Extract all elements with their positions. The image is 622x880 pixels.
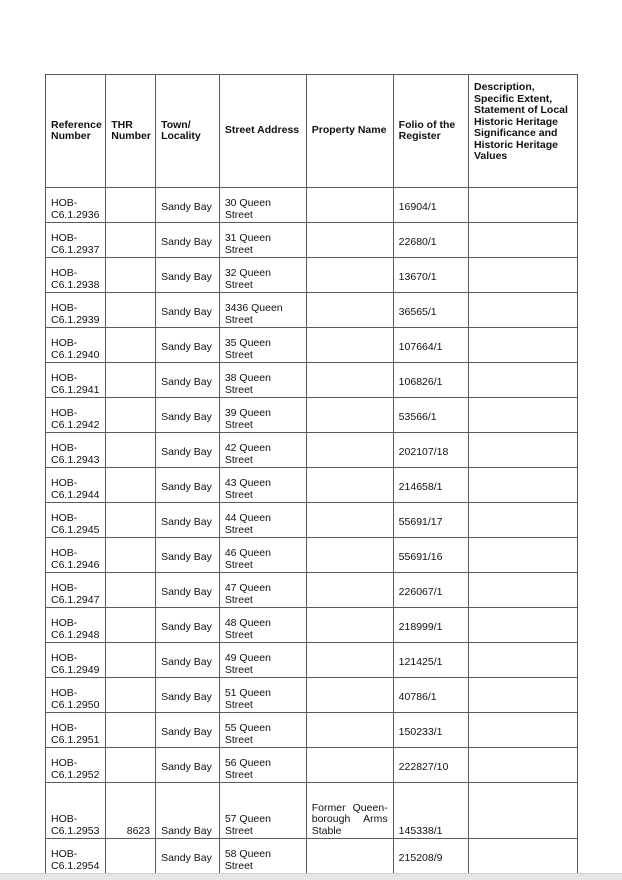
cell-reference-number: HOB-C6.1.2939 [46,293,106,328]
cell-description [469,328,578,363]
table-row [46,643,578,678]
cell-reference-number: HOB-C6.1.2954 [46,839,106,874]
cell-thr-number [106,433,156,468]
cell-property-name [306,839,393,874]
table-header [46,75,578,188]
cell-thr-number [106,328,156,363]
header-folio: Folio of the Register [393,75,468,188]
cell-property-name [306,468,393,503]
cell-description [469,783,578,839]
cell-town-locality: Sandy Bay [156,608,220,643]
table-row [46,748,578,783]
cell-town-locality: Sandy Bay [156,713,220,748]
cell-street-address: 51 Queen Street [219,678,306,713]
cell-street-address: 39 Queen Street [219,398,306,433]
cell-property-name [306,748,393,783]
cell-property-name [306,363,393,398]
cell-thr-number [106,398,156,433]
cell-property-name [306,643,393,678]
cell-folio: 55691/16 [393,538,468,573]
cell-reference-number: HOB-C6.1.2936 [46,188,106,223]
cell-thr-number [106,363,156,398]
cell-street-address: 42 Queen Street [219,433,306,468]
cell-property-name [306,188,393,223]
cell-reference-number: HOB-C6.1.2950 [46,678,106,713]
cell-town-locality: Sandy Bay [156,328,220,363]
cell-street-address: 35 Queen Street [219,328,306,363]
cell-street-address: 56 Queen Street [219,748,306,783]
cell-street-address: 47 Queen Street [219,573,306,608]
table-row [46,538,578,573]
cell-folio: 218999/1 [393,608,468,643]
cell-thr-number [106,223,156,258]
header-thr-number: THR Number [106,75,156,188]
cell-street-address: 31 Queen Street [219,223,306,258]
cell-town-locality: Sandy Bay [156,468,220,503]
cell-property-name [306,713,393,748]
cell-folio: 107664/1 [393,328,468,363]
cell-thr-number [106,538,156,573]
cell-reference-number: HOB-C6.1.2951 [46,713,106,748]
cell-folio: 40786/1 [393,678,468,713]
cell-folio: 13670/1 [393,258,468,293]
cell-description [469,643,578,678]
cell-description [469,293,578,328]
cell-thr-number [106,503,156,538]
cell-property-name [306,398,393,433]
cell-street-address: 38 Queen Street [219,363,306,398]
cell-street-address: 46 Queen Street [219,538,306,573]
cell-description [469,188,578,223]
header-town-locality: Town/ Locality [156,75,220,188]
cell-folio: 36565/1 [393,293,468,328]
cell-folio: 106826/1 [393,363,468,398]
table-row [46,573,578,608]
cell-property-name [306,223,393,258]
table-row [46,678,578,713]
cell-reference-number: HOB-C6.1.2941 [46,363,106,398]
cell-street-address: 32 Queen Street [219,258,306,293]
cell-thr-number [106,188,156,223]
table-row [46,783,578,839]
cell-reference-number: HOB-C6.1.2942 [46,398,106,433]
cell-description [469,223,578,258]
cell-folio: 202107/18 [393,433,468,468]
cell-town-locality: Sandy Bay [156,188,220,223]
cell-description [469,839,578,874]
cell-property-name [306,328,393,363]
cell-property-name: Former Queen-borough Arms Stable [306,783,393,839]
cell-description [469,538,578,573]
cell-town-locality: Sandy Bay [156,503,220,538]
cell-thr-number [106,293,156,328]
cell-folio: 53566/1 [393,398,468,433]
cell-street-address: 44 Queen Street [219,503,306,538]
cell-town-locality: Sandy Bay [156,433,220,468]
cell-description [469,573,578,608]
header-reference-number: Reference Number [46,75,106,188]
cell-street-address: 58 Queen Street [219,839,306,874]
cell-folio: 55691/17 [393,503,468,538]
cell-reference-number: HOB-C6.1.2937 [46,223,106,258]
cell-description [469,608,578,643]
cell-reference-number: HOB-C6.1.2938 [46,258,106,293]
cell-reference-number: HOB-C6.1.2949 [46,643,106,678]
cell-reference-number: HOB-C6.1.2953 [46,783,106,839]
cell-town-locality: Sandy Bay [156,678,220,713]
header-row [46,75,578,188]
cell-town-locality: Sandy Bay [156,748,220,783]
cell-town-locality: Sandy Bay [156,643,220,678]
cell-folio: 215208/9 [393,839,468,874]
cell-property-name [306,608,393,643]
cell-reference-number: HOB-C6.1.2943 [46,433,106,468]
cell-folio: 16904/1 [393,188,468,223]
cell-town-locality: Sandy Bay [156,258,220,293]
cell-thr-number [106,839,156,874]
cell-thr-number [106,573,156,608]
cell-town-locality: Sandy Bay [156,398,220,433]
table-row [46,608,578,643]
header-property-name: Property Name [306,75,393,188]
cell-street-address: 49 Queen Street [219,643,306,678]
cell-folio: 222827/10 [393,748,468,783]
cell-property-name [306,503,393,538]
table-row [46,293,578,328]
cell-description [469,258,578,293]
cell-reference-number: HOB-C6.1.2944 [46,468,106,503]
table-row [46,468,578,503]
cell-town-locality: Sandy Bay [156,223,220,258]
cell-town-locality: Sandy Bay [156,538,220,573]
table-row [46,433,578,468]
cell-town-locality: Sandy Bay [156,293,220,328]
table-row [46,223,578,258]
cell-reference-number: HOB-C6.1.2946 [46,538,106,573]
cell-property-name [306,293,393,328]
cell-thr-number [106,713,156,748]
header-street-address: Street Address [219,75,306,188]
cell-thr-number [106,608,156,643]
table-row [46,258,578,293]
cell-town-locality: Sandy Bay [156,839,220,874]
cell-property-name [306,258,393,293]
cell-description [469,678,578,713]
cell-thr-number [106,748,156,783]
cell-reference-number: HOB-C6.1.2945 [46,503,106,538]
cell-street-address: 43 Queen Street [219,468,306,503]
table-row [46,363,578,398]
cell-property-name [306,433,393,468]
cell-description [469,713,578,748]
cell-folio: 150233/1 [393,713,468,748]
cell-street-address: 55 Queen Street [219,713,306,748]
cell-street-address: 48 Queen Street [219,608,306,643]
cell-thr-number [106,258,156,293]
cell-street-address: 30 Queen Street [219,188,306,223]
cell-thr-number: 8623 [106,783,156,839]
cell-reference-number: HOB-C6.1.2952 [46,748,106,783]
cell-folio: 226067/1 [393,573,468,608]
table-row [46,188,578,223]
cell-property-name [306,538,393,573]
table-row [46,503,578,538]
cell-reference-number: HOB-C6.1.2940 [46,328,106,363]
heritage-register-table [45,74,578,874]
cell-thr-number [106,678,156,713]
table-row [46,839,578,874]
header-description: Description, Specific Extent, Statement of Local Historic Heritage Significance and Historic Heritage Values [469,75,578,188]
table-row [46,713,578,748]
cell-reference-number: HOB-C6.1.2948 [46,608,106,643]
cell-street-address: 57 Queen Street [219,783,306,839]
cell-town-locality: Sandy Bay [156,573,220,608]
cell-description [469,503,578,538]
cell-folio: 22680/1 [393,223,468,258]
table-body [46,188,578,874]
cell-thr-number [106,643,156,678]
cell-folio: 145338/1 [393,783,468,839]
cell-property-name [306,573,393,608]
cell-folio: 214658/1 [393,468,468,503]
cell-description [469,363,578,398]
cell-description [469,398,578,433]
cell-description [469,748,578,783]
table-row [46,328,578,363]
cell-town-locality: Sandy Bay [156,363,220,398]
cell-reference-number: HOB-C6.1.2947 [46,573,106,608]
cell-thr-number [106,468,156,503]
cell-folio: 121425/1 [393,643,468,678]
cell-property-name [306,678,393,713]
cell-town-locality: Sandy Bay [156,783,220,839]
cell-description [469,468,578,503]
cell-description [469,433,578,468]
cell-street-address: 3436 Queen Street [219,293,306,328]
table-row [46,398,578,433]
